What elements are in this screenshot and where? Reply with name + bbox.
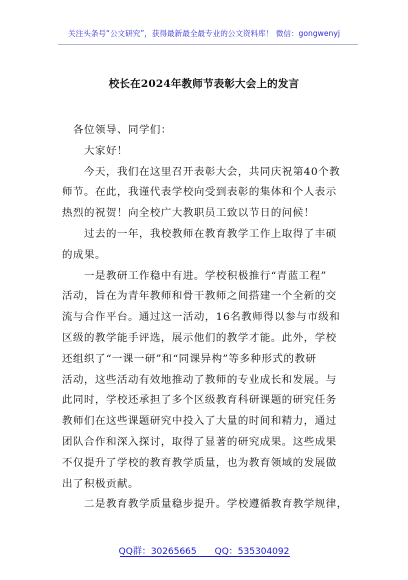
footer-qq-group: QQ群：30265665 bbox=[118, 547, 197, 557]
body-line: 活动，旨在为青年教师和骨干教师之间搭建一个全新的交 bbox=[62, 290, 337, 303]
body-line: 活动，这些活动有效地推动了教师的专业成长和发展。与 bbox=[62, 373, 337, 386]
body-line: 不仅提升了学校的教育教学质量，也为教育领域的发展做 bbox=[62, 456, 337, 469]
page-title: 校长在2024年教师节表彰大会上的发言 bbox=[108, 78, 300, 90]
body-line: 热烈的祝贺！向全校广大教职员工致以节日的问候！ bbox=[62, 207, 315, 220]
body-line: 团队合作和深入探讨，取得了显著的研究成果。这些成果 bbox=[62, 435, 337, 448]
footer-qq-number: QQ：535304092 bbox=[214, 547, 290, 557]
footer-divider bbox=[120, 556, 290, 557]
body-line: 教师们在这些课题研究中投入了大量的时间和精力，通过 bbox=[62, 415, 337, 428]
body-line: 此同时，学校还承担了多个区级教育科研课题的研究任务 bbox=[62, 394, 337, 407]
body-line: 的成果。 bbox=[62, 248, 106, 261]
body-line: 出了积极贡献。 bbox=[62, 477, 139, 490]
body-line: 区级的教学能手评选，展示他们的教学才能。此外，学校 bbox=[62, 331, 337, 344]
body-line: 今天，我们在这里召开表彰大会，共同庆祝第40个教 bbox=[84, 165, 341, 178]
body-line: 还组织了“一课一研”和“同课异构”等多种形式的教研 bbox=[62, 352, 317, 365]
header-banner: 关注头条号“公文研究”，获得最新最全最专业的公文资料库！ 微信：gongwenyj bbox=[68, 29, 340, 38]
body-line: 二是教育教学质量稳步提升。学校遵循教育教学规律， bbox=[84, 498, 348, 511]
body-line: 大家好！ bbox=[84, 144, 128, 157]
body-line: 流与合作平台。通过这一活动，16名教师得以参与市级和 bbox=[62, 311, 341, 324]
document-body bbox=[62, 120, 354, 515]
body-line: 师节。在此，我谨代表学校向受到表彰的集体和个人表示 bbox=[62, 186, 337, 199]
body-line: 一是教研工作稳中有进。学校积极推行“青蓝工程” bbox=[84, 269, 327, 282]
body-line: 过去的一年，我校教师在教育教学工作上取得了丰硕 bbox=[84, 227, 337, 240]
header-divider bbox=[58, 44, 358, 45]
body-line: 各位领导、同学们： bbox=[73, 124, 172, 136]
